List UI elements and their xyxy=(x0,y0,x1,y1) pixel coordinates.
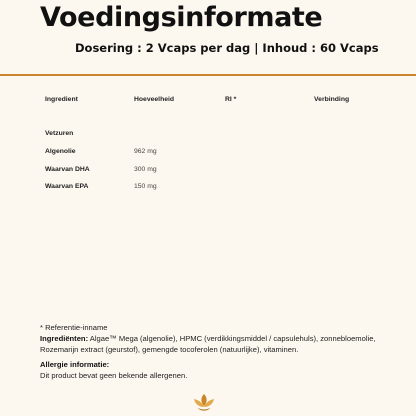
table-row-amount: 150 mg xyxy=(134,183,157,190)
reference-note: * Referentie-inname xyxy=(40,323,108,332)
ingredients-paragraph xyxy=(40,333,410,355)
allergy-label: Allergie informatie: xyxy=(40,360,110,369)
table-row-label: Waarvan DHA xyxy=(45,166,90,173)
table-row-label: Algenolie xyxy=(45,148,76,155)
column-header-compound: Verbinding xyxy=(314,96,350,103)
table-row-label: Waarvan EPA xyxy=(45,183,89,190)
column-header-ri: RI * xyxy=(225,96,237,103)
column-header-ingredient: Ingredient xyxy=(45,96,78,103)
page-title: Voedingsinformate xyxy=(40,2,323,33)
section-title-fatty-acids: Vetzuren xyxy=(45,130,74,137)
header-divider xyxy=(0,74,416,76)
ingredients-text: Algae™ Mega (algenolie), HPMC (verdikkingsmiddel / capsulehuls), zonnebloemolie, Rozemarijn extract (geurstof), gemengde tocoferolen (natuurlijke), vitaminen. xyxy=(40,334,376,354)
column-header-amount: Hoeveelheid xyxy=(134,96,175,103)
ingredients-label: Ingrediënten: xyxy=(40,334,89,343)
table-row-amount: 300 mg xyxy=(134,166,157,173)
table-row-amount: 962 mg xyxy=(134,148,157,155)
allergy-heading xyxy=(40,359,410,370)
dosage-subtitle: Dosering : 2 Vcaps per dag | Inhoud : 60 Vcaps xyxy=(75,41,379,55)
allergy-text: Dit product bevat geen bekende allergenen. xyxy=(40,371,188,380)
leaf-logo-icon xyxy=(192,392,216,414)
